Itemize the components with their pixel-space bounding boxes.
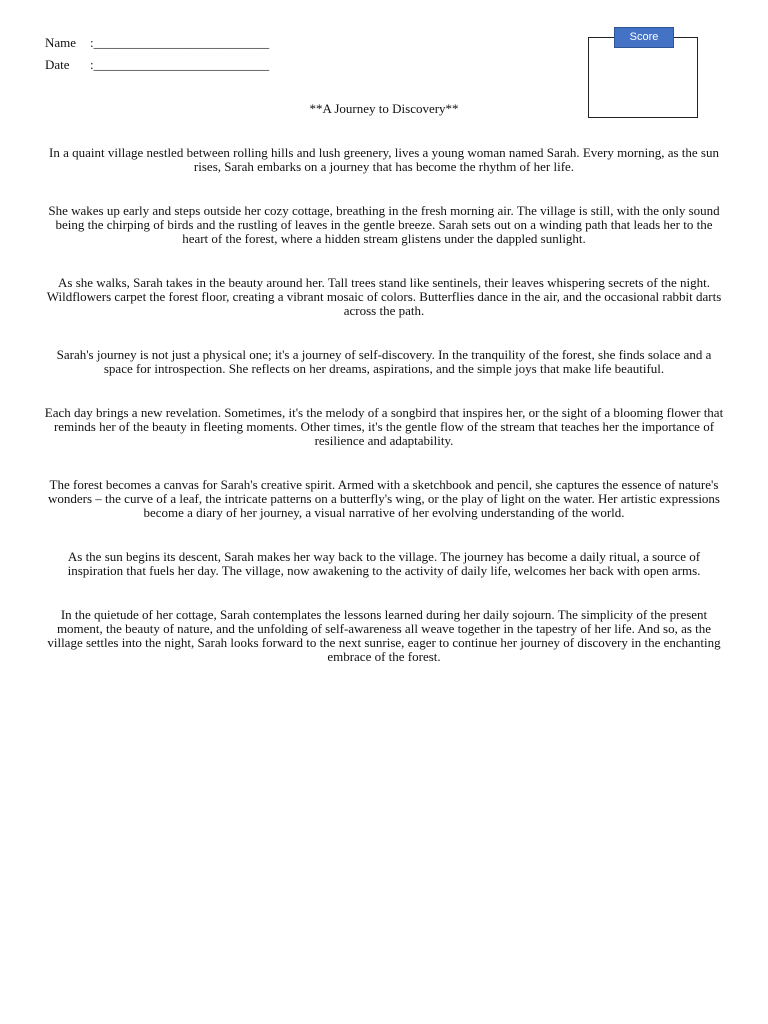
- paragraph: In a quaint village nestled between rolling hills and lush greenery, lives a young woman named Sarah. Every morning, as the sun rises, Sarah embarks on a journey that has become the rhythm of her life.: [49, 145, 719, 174]
- story-body: [44, 146, 724, 694]
- score-label: Score: [614, 27, 674, 48]
- date-blank-line[interactable]: :___________________________: [90, 57, 270, 72]
- paragraph: As she walks, Sarah takes in the beauty around her. Tall trees stand like sentinels, their leaves whispering secrets of the night. Wildflowers carpet the forest floor, creating a vibrant mosaic of colors. Butterflies dance in the air, and the occasional rabbit darts across the path.: [46, 275, 722, 318]
- date-field-row: [45, 57, 269, 73]
- name-blank-line[interactable]: :___________________________: [90, 35, 270, 50]
- paragraph: She wakes up early and steps outside her cozy cottage, breathing in the fresh morning air. The village is still, with the only sound being the chirping of birds and the rustling of leaves in the gentle breeze. Sarah sets out on a winding path that leads her to the heart of the forest, where a hidden stream glistens under the dappled sunlight.: [48, 203, 720, 246]
- name-field-row: [45, 35, 269, 51]
- paragraph: As the sun begins its descent, Sarah makes her way back to the village. The journey has become a daily ritual, a source of inspiration that fuels her day. The village, now awakening to the activity of daily life, welcomes her back with open arms.: [67, 549, 701, 578]
- paragraph: Each day brings a new revelation. Sometimes, it's the melody of a songbird that inspires her, or the sight of a blooming flower that reminds her of the beauty in fleeting moments. Other times, it's the gentle flow of the stream that teaches her the importance of resilience and adaptability.: [44, 405, 724, 448]
- paragraph: In the quietude of her cottage, Sarah contemplates the lessons learned during her daily sojourn. The simplicity of the present moment, the beauty of nature, and the unfolding of self-awareness all weave together in the tapestry of her life. And so, as the village settles into the night, Sarah looks forward to the next sunrise, eager to continue her journey of discovery in the enchanting embrace of the forest.: [47, 607, 721, 664]
- paragraph: The forest becomes a canvas for Sarah's creative spirit. Armed with a sketchbook and pencil, she captures the essence of nature's wonders – the curve of a leaf, the intricate patterns on a butterfly's wing, or the play of light on the water. Her artistic expressions become a diary of her journey, a visual narrative of her evolving understanding of the world.: [48, 477, 720, 520]
- name-label: Name: [45, 35, 77, 50]
- document-title: **A Journey to Discovery**: [309, 101, 459, 116]
- paragraph: Sarah's journey is not just a physical one; it's a journey of self-discovery. In the tranquility of the forest, she finds solace and a space for introspection. She reflects on her dreams, aspirations, and the simple joys that make life beautiful.: [56, 347, 712, 376]
- date-label: Date: [45, 57, 70, 72]
